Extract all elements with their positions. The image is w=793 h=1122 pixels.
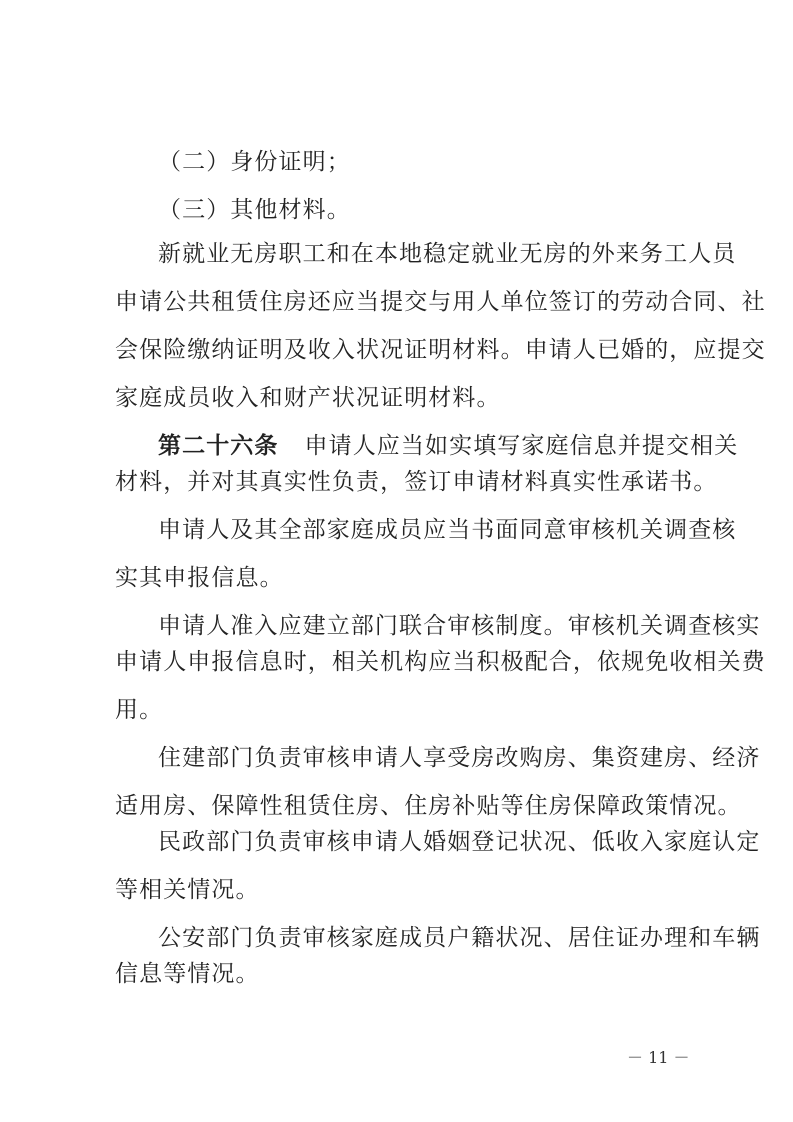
text-line: 申请公共租赁住房还应当提交与用人单位签订的劳动合同、社 [115,289,766,315]
text-line: 民政部门负责审核申请人婚姻登记状况、低收入家庭认定 [158,829,761,855]
text-line: 住建部门负责审核申请人享受房改购房、集资建房、经济 [158,745,761,771]
text-line: （三）其他材料。 [158,197,351,223]
text-line: 适用房、保障性租赁住房、住房补贴等住房保障政策情况。 [115,793,742,819]
text-line: 材料，并对其真实性负责，签订申请材料真实性承诺书。 [115,469,718,495]
text-line: 申请人应当如实填写家庭信息并提交相关 [304,433,739,459]
article-26-line [158,432,738,460]
text-line: 新就业无房职工和在本地稳定就业无房的外来务工人员 [158,241,737,267]
text-line: （二）身份证明； [158,149,351,175]
article-heading: 第二十六条 [158,432,279,459]
text-line: 申请人准入应建立部门联合审核制度。审核机关调查核实 [158,613,761,639]
text-line: 信息等情况。 [115,961,260,987]
text-line: 申请人及其全部家庭成员应当书面同意审核机关调查核 [158,517,737,543]
text-line: 实其申报信息。 [115,565,284,591]
text-line: 申请人申报信息时，相关机构应当积极配合，依规免收相关费 [115,649,766,675]
text-line: 用。 [115,697,164,723]
text-line: 等相关情况。 [115,877,260,903]
text-line: 公安部门负责审核家庭成员户籍状况、居住证办理和车辆 [158,925,761,951]
text-line: 家庭成员收入和财产状况证明材料。 [115,385,501,411]
text-line: 会保险缴纳证明及收入状况证明材料。申请人已婚的，应提交 [115,337,766,363]
page-number: － 11 － [627,1048,690,1067]
